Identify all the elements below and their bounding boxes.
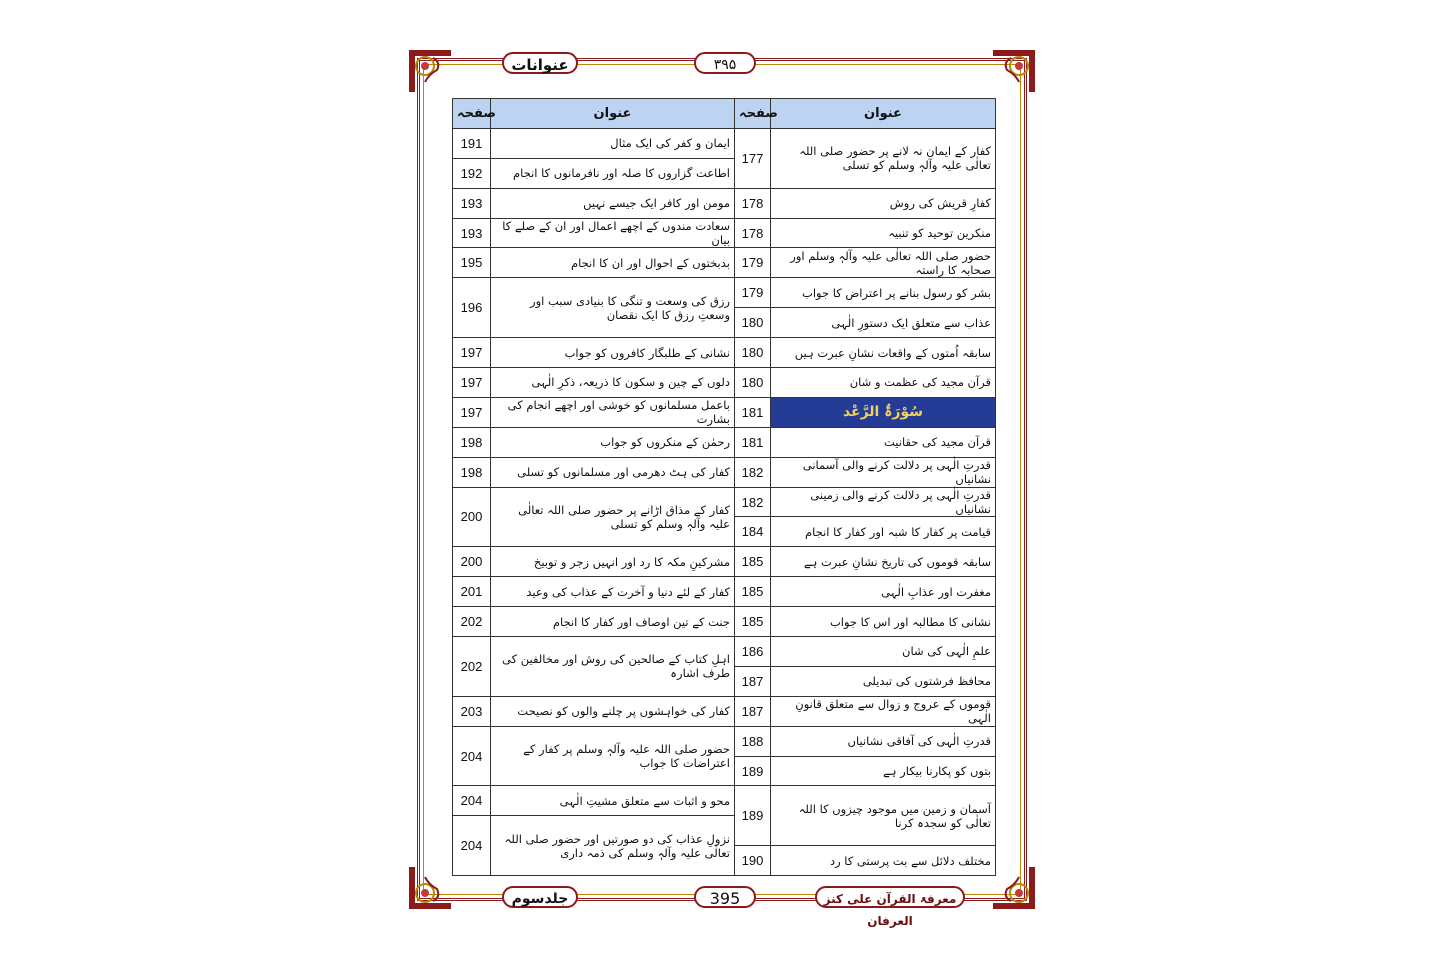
- right-title: محافظ فرشتوں کی تبدیلی: [771, 666, 996, 696]
- left-title: باعمل مسلمانوں کو خوشی اور اچھے انجام کی بشارت: [491, 397, 735, 427]
- table-row: [453, 248, 996, 278]
- right-page: 180: [735, 368, 771, 398]
- corner-ornament-icon: [407, 865, 453, 911]
- left-page: 197: [453, 397, 491, 427]
- left-page: 193: [453, 188, 491, 218]
- left-page: 197: [453, 368, 491, 398]
- right-page: 182: [735, 457, 771, 487]
- right-title: کفار کے ایمان نہ لانے پر حضور صلی اللہ تعالٰی علیہ وآلہٖ وسلم کو تسلی: [771, 128, 996, 188]
- left-title: کفار کی ہٹ دھرمی اور مسلمانوں کو تسلی: [491, 457, 735, 487]
- table-row: [453, 607, 996, 637]
- table-row: [453, 547, 996, 577]
- right-page: 190: [735, 846, 771, 876]
- column-header-title: عنوان: [491, 99, 735, 129]
- right-title: بشر کو رسول بنانے پر اعتراض کا جواب: [771, 278, 996, 308]
- right-title: کفارِ قریش کی روش: [771, 188, 996, 218]
- table-row: [453, 278, 996, 308]
- left-title: مومن اور کافر ایک جیسے نہیں: [491, 188, 735, 218]
- table-row: [453, 457, 996, 487]
- right-title: قیامت پر کفار کا شبہ اور کفار کا انجام: [771, 517, 996, 547]
- right-title: سابقہ اُمتوں کے واقعات نشانِ عبرت ہیں: [771, 338, 996, 368]
- left-title: نشانی کے طلبگار کافروں کو جواب: [491, 338, 735, 368]
- column-header-title: عنوان: [771, 99, 996, 129]
- right-page: 189: [735, 756, 771, 786]
- right-page: 179: [735, 278, 771, 308]
- table-row: [453, 128, 996, 158]
- left-title: مشرکینِ مکہ کا رد اور انہیں زجر و توبیخ: [491, 547, 735, 577]
- right-page: 179: [735, 248, 771, 278]
- right-title: آسمان و زمین میں موجود چیزوں کا اللہ تعالٰی کو سجدہ کرنا: [771, 786, 996, 846]
- left-page: 202: [453, 637, 491, 697]
- right-page: 184: [735, 517, 771, 547]
- table-row: [453, 427, 996, 457]
- corner-ornament-icon: [407, 48, 453, 94]
- left-title: نزولِ عذاب کی دو صورتیں اور حضور صلی اللہ تعالٰی علیہ وآلہٖ وسلم کی ذمہ داری: [491, 816, 735, 876]
- left-title: بدبختوں کے احوال اور ان کا انجام: [491, 248, 735, 278]
- left-page: 191: [453, 128, 491, 158]
- left-title: رزق کی وسعت و تنگی کا بنیادی سبب اور وسعتِ رزق کا ایک نقصان: [491, 278, 735, 338]
- right-page: 185: [735, 577, 771, 607]
- left-title: کفار کے مذاق اڑانے پر حضور صلی اللہ تعالٰی علیہ وآلہٖ وسلم کو تسلی: [491, 487, 735, 547]
- left-title: جنت کے تین اوصاف اور کفار کا انجام: [491, 607, 735, 637]
- left-page: 192: [453, 158, 491, 188]
- page-title: عنوانات: [502, 52, 578, 74]
- left-title: محو و اثبات سے متعلق مشیتِ الٰہی: [491, 786, 735, 816]
- table-row: [453, 397, 996, 427]
- right-page: 185: [735, 547, 771, 577]
- left-title: کفار کے لئے دنیا و آخرت کے عذاب کی وعید: [491, 577, 735, 607]
- right-page: 181: [735, 397, 771, 427]
- corner-ornament-icon: [991, 48, 1037, 94]
- left-title: کفار کی خواہشوں پر چلنے والوں کو نصیحت: [491, 696, 735, 726]
- right-page: 189: [735, 786, 771, 846]
- surah-heading: سُوْرَۃُ الرَّعْد: [771, 397, 996, 427]
- book-title: معرفۃ القرآن علی کنز العرفان: [815, 886, 965, 908]
- table-row: [453, 487, 996, 517]
- right-title: سابقہ قوموں کی تاریخ نشانِ عبرت ہے: [771, 547, 996, 577]
- left-page: 200: [453, 547, 491, 577]
- right-page: 186: [735, 637, 771, 667]
- volume-label: جلدسوم: [502, 886, 578, 908]
- right-title: علمِ الٰہی کی شان: [771, 637, 996, 667]
- corner-ornament-icon: [991, 865, 1037, 911]
- right-title: بتوں کو پکارنا بیکار ہے: [771, 756, 996, 786]
- left-page: 202: [453, 607, 491, 637]
- left-page: 193: [453, 218, 491, 248]
- right-page: 187: [735, 696, 771, 726]
- left-title: سعادت مندوں کے اچھے اعمال اور ان کے صلے کا بیان: [491, 218, 735, 248]
- right-page: 178: [735, 218, 771, 248]
- left-page: 197: [453, 338, 491, 368]
- right-page: 188: [735, 726, 771, 756]
- left-title: حضور صلی اللہ علیہ وآلہٖ وسلم پر کفار کے اعتراضات کا جواب: [491, 726, 735, 786]
- right-title: نشانی کا مطالبہ اور اس کا جواب: [771, 607, 996, 637]
- table-row: [453, 368, 996, 398]
- book-page: [407, 48, 1037, 928]
- left-page: 204: [453, 786, 491, 816]
- left-title: اطاعت گزاروں کا صلہ اور نافرمانوں کا انجام: [491, 158, 735, 188]
- contents-table: [452, 98, 996, 876]
- left-title: رحمٰن کے منکروں کو جواب: [491, 427, 735, 457]
- left-title: ایمان و کفر کی ایک مثال: [491, 128, 735, 158]
- table-row: [453, 218, 996, 248]
- left-page: 198: [453, 457, 491, 487]
- left-title: اہلِ کتاب کے صالحین کی روش اور مخالفین کی طرف اشارہ: [491, 637, 735, 697]
- table-row: [453, 338, 996, 368]
- table-row: [453, 188, 996, 218]
- right-page: 182: [735, 487, 771, 517]
- page-number: 395: [694, 886, 756, 908]
- left-page: 198: [453, 427, 491, 457]
- left-page: 201: [453, 577, 491, 607]
- table-row: [453, 696, 996, 726]
- right-page: 185: [735, 607, 771, 637]
- column-header-page: صفحہ: [453, 99, 491, 129]
- right-page: 181: [735, 427, 771, 457]
- page-number-urdu: ۳۹۵: [694, 52, 756, 74]
- table-row: [453, 726, 996, 756]
- right-page: 187: [735, 666, 771, 696]
- right-title: قرآن مجید کی حقانیت: [771, 427, 996, 457]
- table-row: [453, 637, 996, 667]
- table-row: [453, 786, 996, 816]
- column-header-page: صفحہ: [735, 99, 771, 129]
- left-page: 203: [453, 696, 491, 726]
- right-title: قوموں کے عروج و زوال سے متعلق قانونِ الٰہی: [771, 696, 996, 726]
- table-header-row: [453, 99, 996, 129]
- right-title: قدرتِ الٰہی پر دلالت کرنے والی آسمانی نشانیاں: [771, 457, 996, 487]
- right-page: 177: [735, 128, 771, 188]
- right-title: قدرتِ الٰہی کی آفاقی نشانیاں: [771, 726, 996, 756]
- right-title: قدرتِ الٰہی پر دلالت کرنے والی زمینی نشانیاں: [771, 487, 996, 517]
- right-page: 180: [735, 338, 771, 368]
- left-page: 204: [453, 816, 491, 876]
- right-title: عذاب سے متعلق ایک دستورِ الٰہی: [771, 308, 996, 338]
- right-title: منکرین توحید کو تنبیہ: [771, 218, 996, 248]
- left-page: 196: [453, 278, 491, 338]
- right-title: مختلف دلائل سے بت پرستی کا رد: [771, 846, 996, 876]
- left-page: 195: [453, 248, 491, 278]
- right-title: قرآن مجید کی عظمت و شان: [771, 368, 996, 398]
- left-page: 200: [453, 487, 491, 547]
- right-title: مغفرت اور عذابِ الٰہی: [771, 577, 996, 607]
- right-title: حضور صلی اللہ تعالٰی علیہ وآلہٖ وسلم اور صحابہ کا راستہ: [771, 248, 996, 278]
- right-page: 180: [735, 308, 771, 338]
- left-title: دلوں کے چین و سکون کا ذریعہ، ذکرِ الٰہی: [491, 368, 735, 398]
- right-page: 178: [735, 188, 771, 218]
- table-row: [453, 577, 996, 607]
- left-page: 204: [453, 726, 491, 786]
